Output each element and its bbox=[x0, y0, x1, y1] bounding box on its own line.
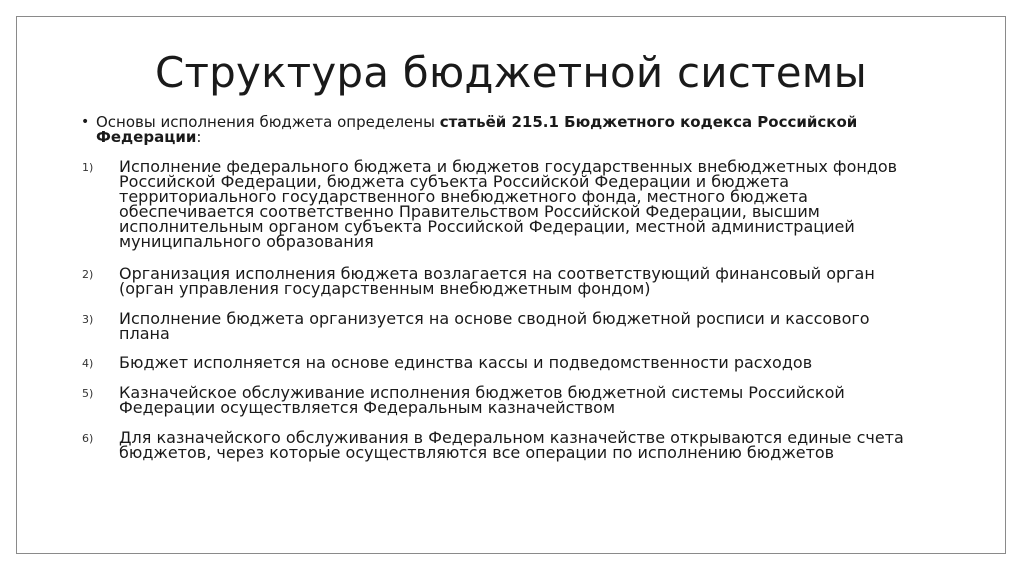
list-item-6 bbox=[81, 430, 911, 460]
slide-content bbox=[81, 115, 911, 460]
list-item-text: Бюджет исполняется на основе единства кассы и подведомственности расходов bbox=[119, 353, 813, 372]
list-item-number: 5) bbox=[82, 387, 94, 400]
list-item-text: Исполнение федерального бюджета и бюджетов государственных внебюджетных фондов Российской Федерации, бюджета субъекта Российской Федерации и бюджета территориального государственного внебюджетного фонда, местного бюджета обеспечивается соответственно Правительством Российской Федерации, высшим исполнительным органом субъекта Российской Федерации, местной администрацией муниципального образования bbox=[119, 157, 898, 251]
list-item-text: Организация исполнения бюджета возлагается на соответствующий финансовый орган (орган управления государственным внебюджетным фондом) bbox=[119, 264, 875, 298]
intro-colon: : bbox=[196, 128, 202, 146]
slide-title: Структура бюджетной системы bbox=[154, 48, 868, 97]
list-item-number: 4) bbox=[82, 357, 94, 370]
list-item-2 bbox=[81, 266, 911, 296]
intro-text: Основы исполнения бюджета определены bbox=[96, 113, 440, 131]
list-item-text: Казначейское обслуживание исполнения бюджетов бюджетной системы Российской Федерации осуществляется Федеральным казначейством bbox=[119, 383, 845, 417]
list-item-text: Для казначейского обслуживания в Федеральном казначействе открываются единые счета бюджетов, через которые осуществляются все операции по исполнению бюджетов bbox=[119, 428, 904, 462]
list-item-number: 3) bbox=[82, 313, 94, 326]
list-item-number: 2) bbox=[82, 268, 94, 281]
intro-paragraph bbox=[81, 115, 911, 145]
list-item-number: 6) bbox=[82, 432, 94, 445]
list-item-3 bbox=[81, 311, 911, 341]
list-item-4 bbox=[81, 355, 911, 370]
intro-bold-reference: статьёй 215.1 Бюджетного кодекса Российской Федерации bbox=[96, 113, 858, 146]
list-item-text: Исполнение бюджета организуется на основе сводной бюджетной росписи и кассового плана bbox=[119, 309, 870, 343]
list-item-5 bbox=[81, 385, 911, 415]
list-item-number: 1) bbox=[82, 161, 94, 174]
bullet-icon: • bbox=[81, 114, 90, 130]
slide-frame bbox=[16, 16, 1006, 554]
list-item-1 bbox=[81, 159, 911, 249]
